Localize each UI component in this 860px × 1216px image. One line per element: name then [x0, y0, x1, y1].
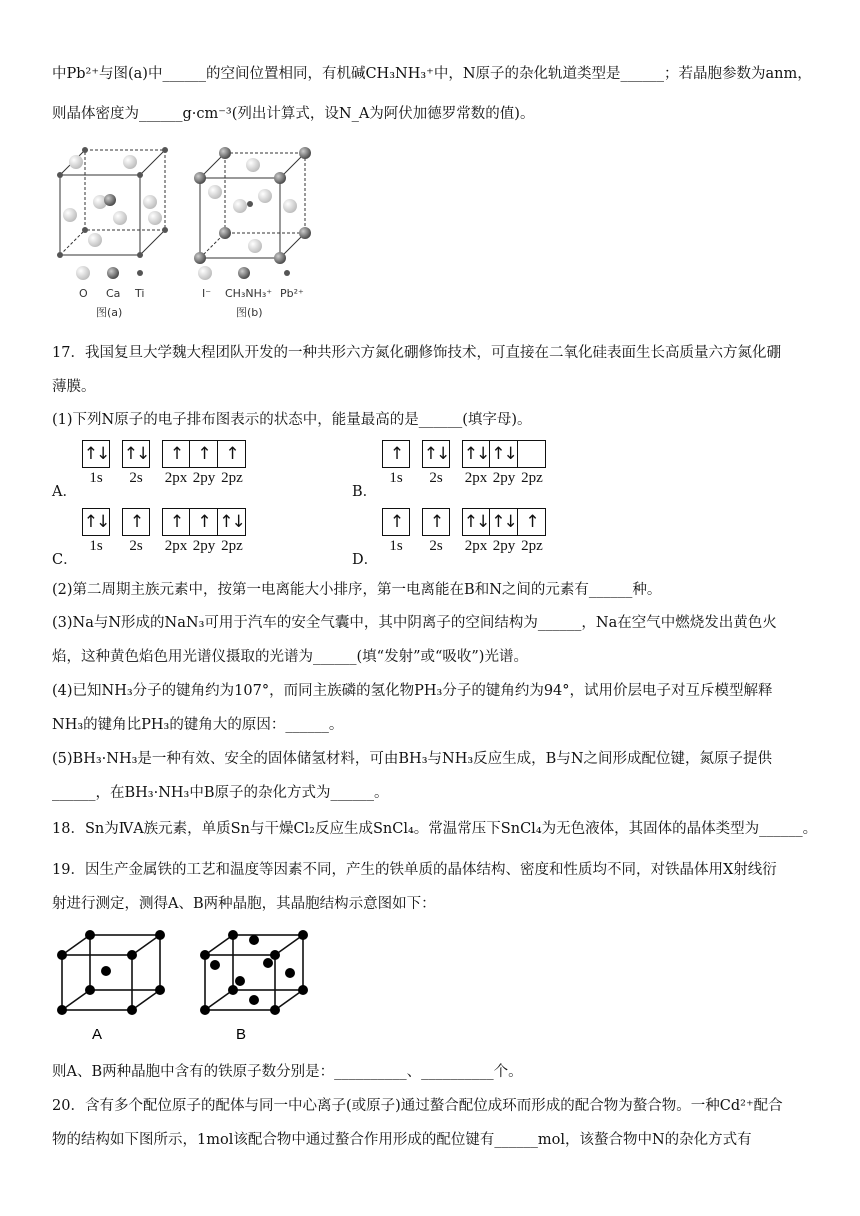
orbital-box: ↑ — [382, 440, 410, 468]
q17-intro: 17．我国复旦大学魏大程团队开发的一种共形六方氮化硼修饰技术，可直接在二氧化硅表面生长高质量六方氮化硼 — [52, 345, 781, 361]
option-letter: D． — [352, 552, 379, 568]
orbital-label: 2pz — [221, 538, 243, 554]
orbital-label: 1s — [389, 470, 403, 486]
label-a: A — [92, 1026, 103, 1043]
orbital-box: ↑↓ — [122, 440, 150, 468]
orbital-label: 1s — [89, 470, 103, 486]
q17-part5: ______，在BH₃·NH₃中B原子的杂化方式为______。 — [52, 785, 389, 801]
q19-intro: 19．因生产金属铁的工艺和温度等因素不同，产生的铁单质的晶体结构、密度和性质均不同，对铁晶体用X射线衍 — [52, 862, 777, 878]
q17-part1: (1)下列N原子的电子排布图表示的状态中，能量最高的是______(填字母)。 — [52, 412, 532, 428]
caption-a: 图(a) — [96, 306, 123, 319]
orbital-box: ↑↓ — [462, 440, 490, 468]
orbital-label: 2px — [464, 470, 488, 486]
q17-part3: 焰，这种黄色焰色用光谱仪摄取的光谱为______(填“发射”或“吸收”)光谱。 — [52, 649, 528, 665]
legend-o — [76, 266, 90, 280]
q17-intro: 薄膜。 — [52, 379, 96, 395]
option-letter: C． — [52, 552, 78, 568]
legend-ca — [107, 267, 119, 279]
q20: 20．含有多个配位原子的配体与同一中心离子(或原子)通过螯合配位成环而形成的配合物为螯合物。一种Cd²⁺配合 — [52, 1098, 783, 1114]
legend-i — [198, 266, 212, 280]
orbital-box: ↑↓ — [490, 440, 518, 468]
orbital-box: ↑ — [122, 508, 150, 536]
cube-fe-a — [62, 935, 160, 1010]
legend-label: Pb²⁺ — [280, 287, 304, 300]
orbital-box: ↑ — [382, 508, 410, 536]
orbital-label: 2py — [492, 470, 516, 486]
orbital-box: ↑ — [162, 440, 190, 468]
crystal-figure-ab — [50, 140, 320, 325]
q17-part5: (5)BH₃·NH₃是一种有效、安全的固体储氢材料，可由BH₃与NH₃反应生成，B与N之间形成配位键，氮原子提供 — [52, 751, 773, 767]
orbital-box: ↑ — [218, 440, 246, 468]
label-b: B — [236, 1026, 247, 1043]
orbital-box: ↑↓ — [422, 440, 450, 468]
legend-label: Ti — [135, 287, 145, 300]
orbital-box: ↑ — [422, 508, 450, 536]
option-letter: B． — [352, 484, 378, 500]
orbital-box: ↑ — [190, 508, 218, 536]
orbital-box: ↑↓ — [82, 508, 110, 536]
orbital-label: 2px — [164, 470, 188, 486]
orbital-box — [518, 440, 546, 468]
q17-part3: (3)Na与N形成的NaN₃可用于汽车的安全气囊中，其中阴离子的空间结构为______，Na在空气中燃烧发出黄色火 — [52, 615, 777, 631]
orbital-box: ↑ — [190, 440, 218, 468]
legend-ti — [137, 270, 143, 276]
orbital-label: 2s — [429, 538, 443, 554]
caption-b: 图(b) — [236, 306, 263, 319]
orbital-label: 2py — [492, 538, 516, 554]
text-line: 则晶体密度为______g·cm⁻³(列出计算式，设N_A为阿伏加德罗常数的值)。 — [52, 106, 535, 122]
orbital-label: 2s — [129, 470, 143, 486]
q19-answer: 则A、B两种晶胞中含有的铁原子数分别是：__________、__________个。 — [52, 1064, 523, 1080]
text-line: 中Pb²⁺与图(a)中______的空间位置相同，有机碱CH₃NH₃⁺中，N原子的杂化轨道类型是______；若晶胞参数为anm， — [52, 66, 812, 82]
q19-intro: 射进行测定，测得A、B两种晶胞，其晶胞结构示意图如下： — [52, 896, 436, 912]
q18: 18．Sn为ⅣA族元素，单质Sn与干燥Cl₂反应生成SnCl₄。常温常压下SnCl₄为无色液体，其固体的晶体类型为______。 — [52, 821, 818, 837]
q17-part4: NH₃的键角比PH₃的键角大的原因：______。 — [52, 717, 344, 733]
orbital-diagram-c — [82, 508, 258, 555]
q17-part2: (2)第二周期主族元素中，按第一电离能大小排序，第一电离能在B和N之间的元素有______种。 — [52, 582, 662, 598]
crystal-figure-fe — [50, 925, 320, 1045]
legend-label: O — [79, 287, 88, 300]
orbital-diagram-b — [382, 440, 558, 487]
orbital-box: ↑ — [162, 508, 190, 536]
orbital-label: 2pz — [521, 538, 543, 554]
orbital-label: 2pz — [221, 470, 243, 486]
legend-label: CH₃NH₃⁺ — [225, 287, 273, 300]
orbital-diagram-a — [82, 440, 258, 487]
option-letter: A． — [52, 484, 77, 500]
q20: 物的结构如下图所示，1mol该配合物中通过螯合作用形成的配位键有______mol，该螯合物中N的杂化方式有 — [52, 1132, 752, 1148]
orbital-box: ↑↓ — [82, 440, 110, 468]
orbital-label: 2px — [164, 538, 188, 554]
orbital-label: 1s — [89, 538, 103, 554]
legend-label: Ca — [106, 287, 121, 300]
orbital-box: ↑ — [518, 508, 546, 536]
orbital-label: 2py — [192, 470, 216, 486]
orbital-label: 2s — [429, 470, 443, 486]
orbital-box: ↑↓ — [490, 508, 518, 536]
q17-part4: (4)已知NH₃分子的键角约为107°，而同主族磷的氢化物PH₃分子的键角约为94°，试用价层电子对互斥模型解释 — [52, 683, 773, 699]
legend-ch3nh3 — [238, 267, 250, 279]
orbital-label: 2py — [192, 538, 216, 554]
orbital-diagram-d — [382, 508, 558, 555]
orbital-box: ↑↓ — [462, 508, 490, 536]
legend-label: I⁻ — [202, 287, 212, 300]
orbital-box: ↑↓ — [218, 508, 246, 536]
orbital-label: 2s — [129, 538, 143, 554]
orbital-label: 2px — [464, 538, 488, 554]
orbital-label: 2pz — [521, 470, 543, 486]
orbital-label: 1s — [389, 538, 403, 554]
legend-pb — [284, 270, 290, 276]
